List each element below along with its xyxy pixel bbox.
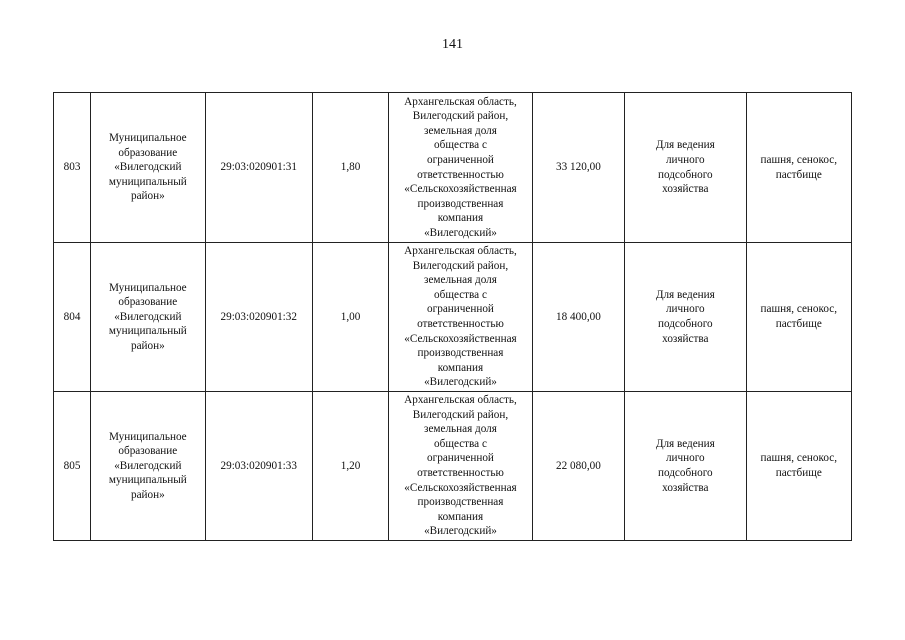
price-cell: 33 120,00 xyxy=(532,93,624,243)
row-number-cell: 805 xyxy=(54,392,91,541)
page-number: 141 xyxy=(442,37,463,52)
land-use-cell: пашня, сенокос, пастбище xyxy=(746,243,851,392)
table-row xyxy=(54,93,852,243)
owner-cell: Муниципальное образование «Вилегодский муниципальный район» xyxy=(91,392,205,541)
row-number-cell: 803 xyxy=(54,93,91,243)
table-row xyxy=(54,243,852,392)
row-number-cell: 804 xyxy=(54,243,91,392)
table-row xyxy=(54,392,852,541)
price-cell: 22 080,00 xyxy=(532,392,624,541)
owner-cell: Муниципальное образование «Вилегодский муниципальный район» xyxy=(91,93,205,243)
area-cell: 1,00 xyxy=(312,243,388,392)
purpose-cell: Для ведения личного подсобного хозяйства xyxy=(625,392,746,541)
price-cell: 18 400,00 xyxy=(532,243,624,392)
owner-cell: Муниципальное образование «Вилегодский муниципальный район» xyxy=(91,243,205,392)
cadastral-number-cell: 29:03:020901:31 xyxy=(205,93,312,243)
area-cell: 1,80 xyxy=(312,93,388,243)
land-use-cell: пашня, сенокос, пастбище xyxy=(746,93,851,243)
land-registry-table xyxy=(53,92,852,541)
address-cell: Архангельская область, Вилегодский район, земельная доля общества с ограниченной ответственностью «Сельскохозяйственная производственная компания «Вилегодский» xyxy=(389,93,533,243)
address-cell: Архангельская область, Вилегодский район, земельная доля общества с ограниченной ответственностью «Сельскохозяйственная производственная компания «Вилегодский» xyxy=(389,392,533,541)
purpose-cell: Для ведения личного подсобного хозяйства xyxy=(625,93,746,243)
area-cell: 1,20 xyxy=(312,392,388,541)
cadastral-number-cell: 29:03:020901:33 xyxy=(205,392,312,541)
cadastral-number-cell: 29:03:020901:32 xyxy=(205,243,312,392)
address-cell: Архангельская область, Вилегодский район, земельная доля общества с ограниченной ответственностью «Сельскохозяйственная производственная компания «Вилегодский» xyxy=(389,243,533,392)
purpose-cell: Для ведения личного подсобного хозяйства xyxy=(625,243,746,392)
land-use-cell: пашня, сенокос, пастбище xyxy=(746,392,851,541)
